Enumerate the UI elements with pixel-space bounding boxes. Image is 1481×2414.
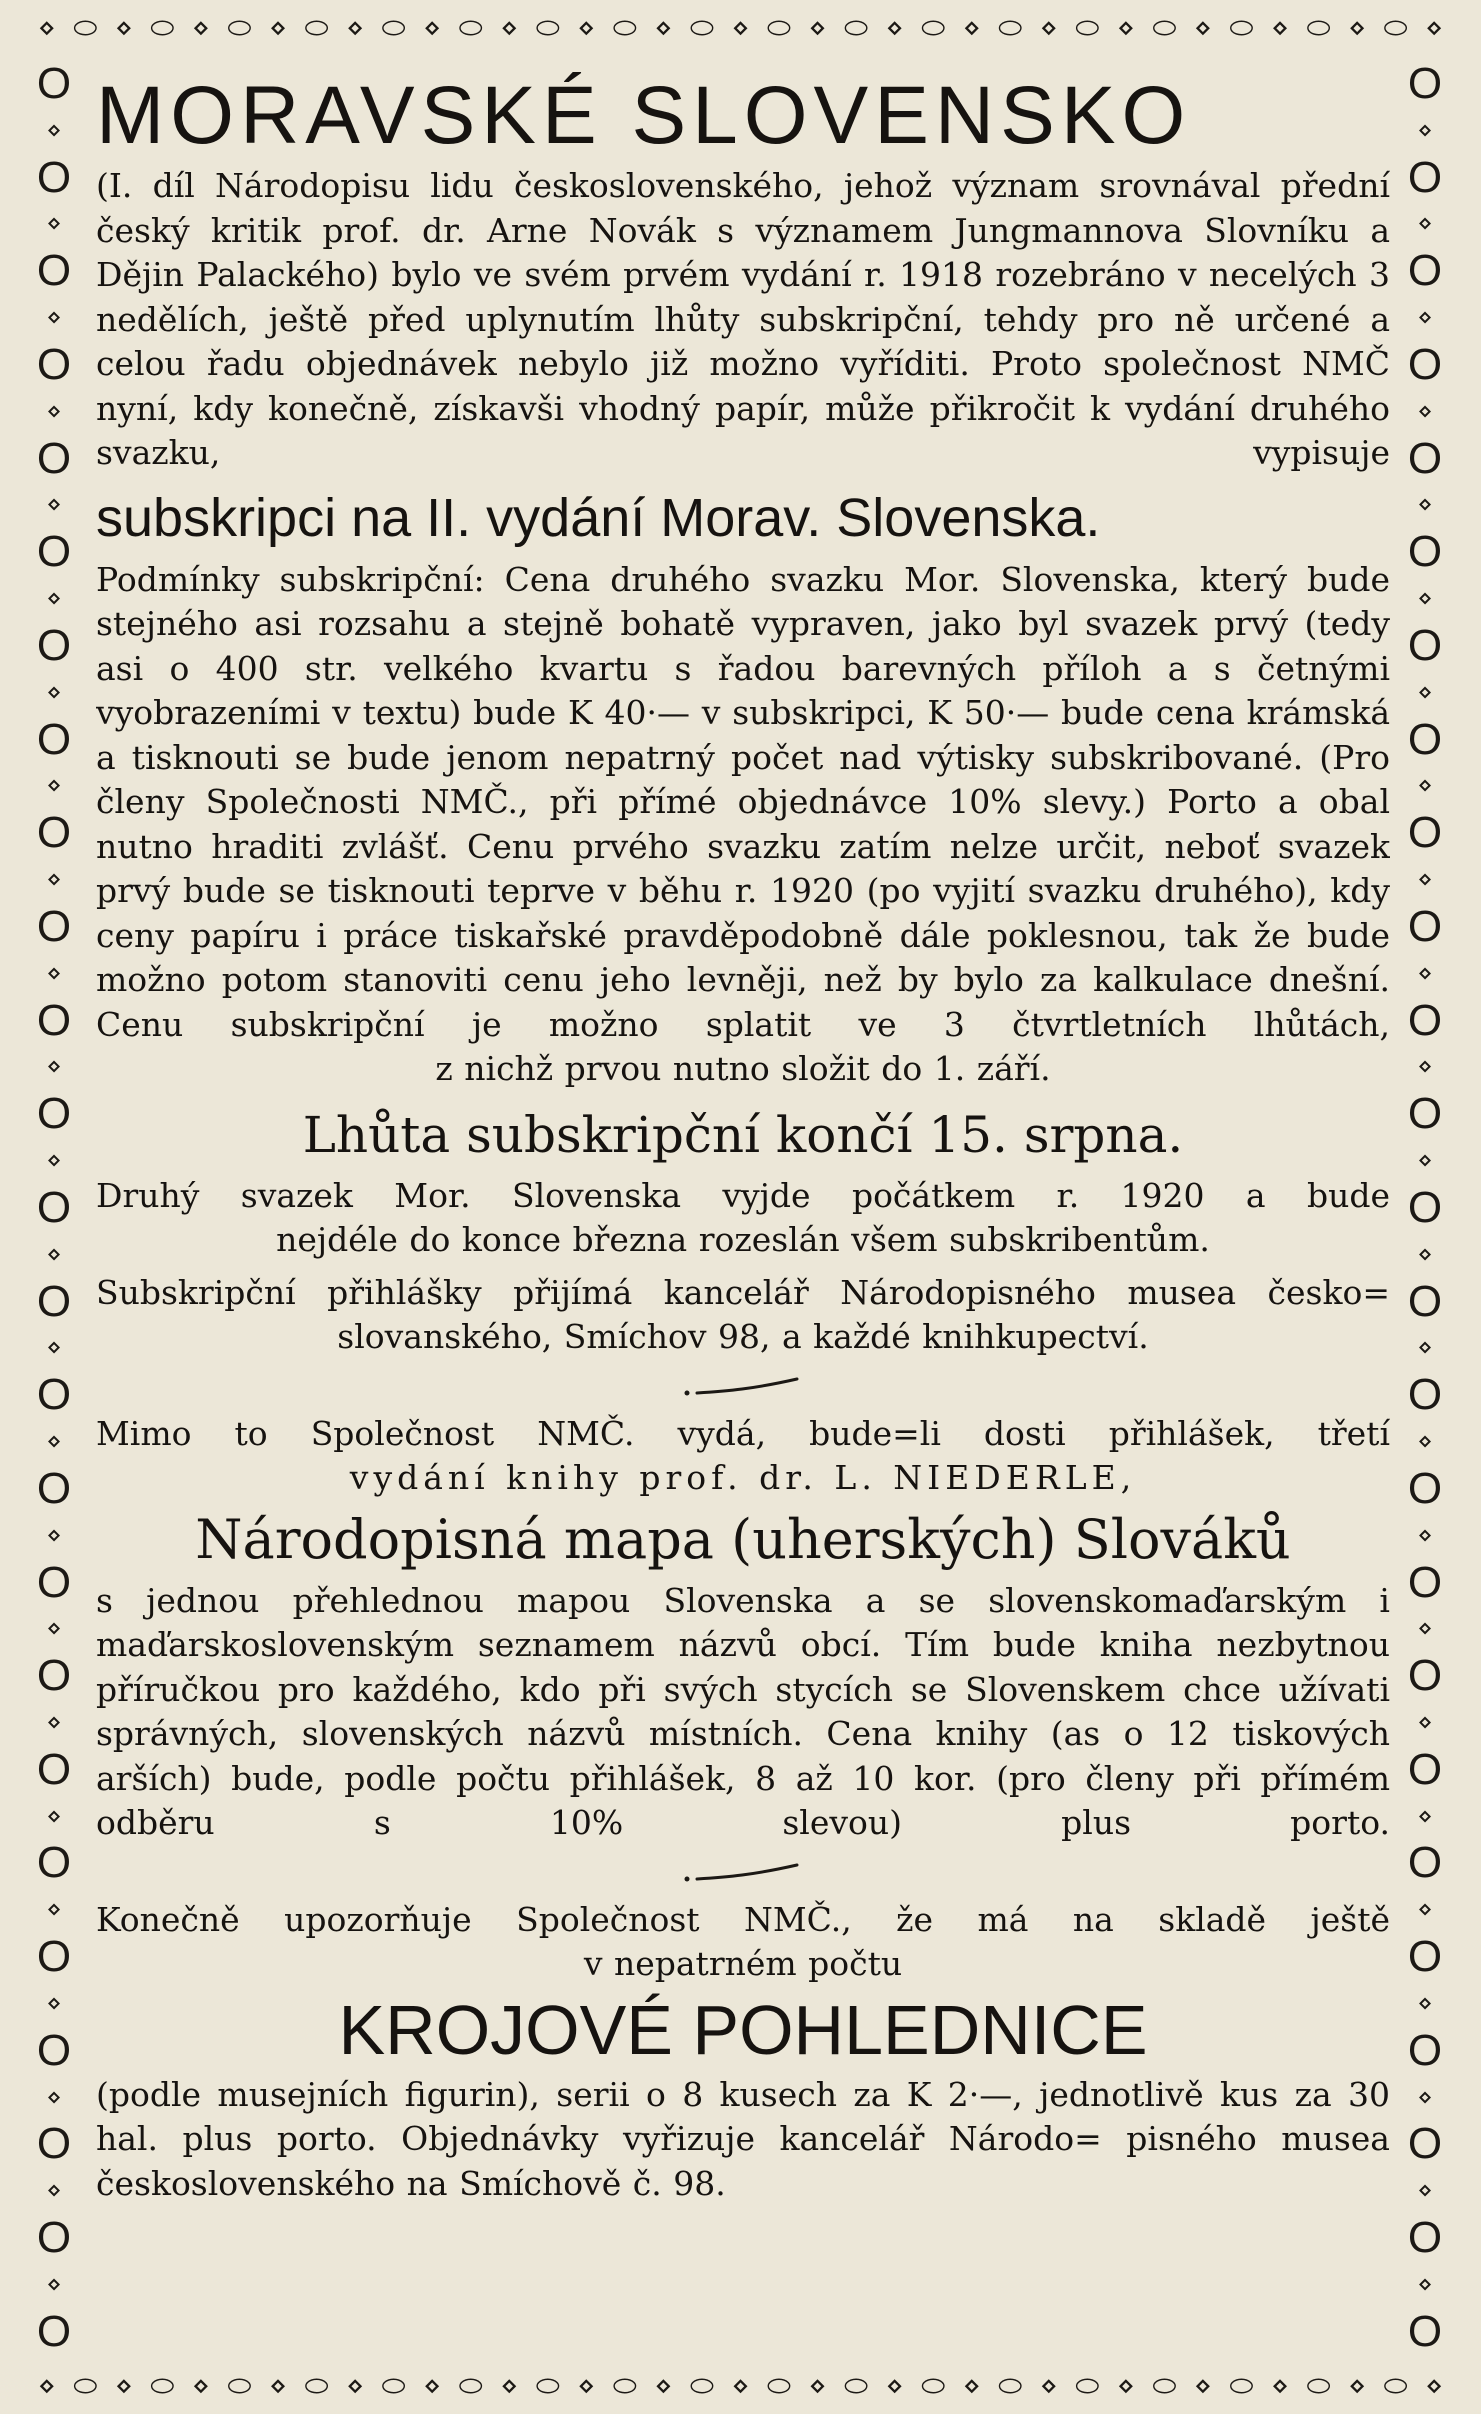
top-border-ornament <box>38 14 1443 42</box>
diamond-ornament-icon: ⋄ <box>577 14 596 42</box>
diamond-ornament-icon: ⋄ <box>1417 1896 1433 1924</box>
diamond-ornament-icon: ⋄ <box>346 14 364 42</box>
niederle-line-1: Mimo to Společnost NMČ. vydá, bude=li dosti přihlášek, třetí <box>96 1413 1390 1453</box>
subscription-deadline: Lhůta subskripční končí 15. srpna. <box>302 1105 1184 1164</box>
oval-ornament-icon: O <box>36 59 72 108</box>
oval-ornament-icon: O <box>36 246 72 296</box>
diamond-ornament-icon: ⋄ <box>1194 2372 1212 2400</box>
diamond-ornament-icon: ⋄ <box>46 585 62 613</box>
oval-ornament-icon: O <box>36 1932 72 1982</box>
oval-ornament-icon: ⬭ <box>227 2372 252 2400</box>
oval-ornament-icon: O <box>1407 152 1443 202</box>
diamond-ornament-icon: ⋄ <box>1417 397 1433 425</box>
diamond-ornament-icon: ⋄ <box>1417 959 1433 987</box>
oval-ornament-icon: O <box>1407 1276 1443 1326</box>
oval-ornament-icon: O <box>36 1744 72 1794</box>
diamond-ornament-icon: ⋄ <box>1417 1053 1433 1081</box>
diamond-ornament-icon: ⋄ <box>1348 14 1366 42</box>
oval-ornament-icon: O <box>1407 339 1443 389</box>
oval-ornament-icon: O <box>1407 433 1443 483</box>
oval-ornament-icon: ⬭ <box>921 14 946 42</box>
oval-ornament-icon: O <box>36 2213 72 2263</box>
oval-ornament-icon: O <box>1407 1089 1443 1139</box>
diamond-ornament-icon: ⋄ <box>46 1708 62 1736</box>
subscription-conditions: Podmínky subskripční: Cena druhého svazku Mor. Slovenska, který bude stejného asi rozsahu a stejně bohatě vypraven, jako byl svazek prvý (tedy asi o 400 str. velkého kvartu s řadou barevných příloh a s četnými vyobrazeními v textu) bude K 40·— v subskripci, K 50·— bude cena krámská a tisknouti se bude jenom nepatrný počet nad výtisky subskribované. (Pro členy Společnosti NMČ., při přímé objednávce 10% slevy.) Porto a obal nutno hraditi zvlášť. Cenu prvého svazku zatím nelze určit, neboť svazek prvý bude se tisknouti teprve v běhu r. 1920 (po vyjití svazku druhého), kdy ceny papíru i práce tiskařské pravděpodobně dále poklesnou, tak že bude možno potom stanoviti cenu jeho levněji, než by bylo za kalkulace dnešní. <box>96 559 1390 999</box>
oval-ornament-icon: ⬭ <box>767 2372 791 2400</box>
oval-ornament-icon: O <box>1407 1182 1443 1232</box>
diamond-ornament-icon: ⋄ <box>1425 2372 1443 2400</box>
diamond-ornament-icon: ⋄ <box>808 14 827 42</box>
oval-ornament-icon: O <box>36 1557 72 1607</box>
oval-ornament-icon: O <box>36 1089 72 1139</box>
diamond-ornament-icon: ⋄ <box>1417 772 1433 800</box>
oval-ornament-icon: O <box>1407 2306 1443 2356</box>
oval-ornament-icon: O <box>1407 620 1443 670</box>
map-book-title: Národopisná mapa (uherských) Slováků <box>195 1507 1291 1571</box>
diamond-ornament-icon: ⋄ <box>46 210 62 238</box>
diamond-ornament-icon: ⋄ <box>46 116 62 144</box>
oval-ornament-icon: ⬭ <box>612 14 637 42</box>
diamond-ornament-icon: ⋄ <box>46 1147 62 1175</box>
payment-line-2: z nichž prvou nutno složit do 1. září. <box>435 1049 1051 1088</box>
oval-ornament-icon: O <box>36 2306 72 2356</box>
oval-ornament-icon: ⬭ <box>844 14 869 42</box>
oval-ornament-icon: O <box>1407 1463 1443 1513</box>
oval-ornament-icon: O <box>1407 1557 1443 1607</box>
oval-ornament-icon: O <box>1407 1744 1443 1794</box>
diamond-ornament-icon: ⋄ <box>1271 2372 1289 2400</box>
niederle-line-2: vydání knihy prof. dr. L. NIEDERLE, <box>349 1458 1137 1497</box>
diamond-ornament-icon: ⋄ <box>1271 14 1289 42</box>
diamond-ornament-icon: ⋄ <box>46 772 62 800</box>
diamond-ornament-icon: ⋄ <box>192 14 210 42</box>
diamond-ornament-icon: ⋄ <box>577 2372 596 2400</box>
diamond-ornament-icon: ⋄ <box>1417 1989 1433 2017</box>
diamond-ornament-icon: ⋄ <box>346 2372 364 2400</box>
diamond-ornament-icon: ⋄ <box>1117 2372 1135 2400</box>
second-volume-line-2: nejdéle do konce března rozeslán všem subskribentům. <box>276 1220 1210 1259</box>
oval-ornament-icon: ⬭ <box>227 14 252 42</box>
flourish-divider-icon <box>673 1857 813 1887</box>
oval-ornament-icon: ⬭ <box>458 2372 483 2400</box>
oval-ornament-icon: O <box>36 152 72 202</box>
postcards-title: KROJOVÉ POHLEDNICE <box>338 1990 1148 2069</box>
diamond-ornament-icon: ⋄ <box>500 2372 518 2400</box>
diamond-ornament-icon: ⋄ <box>38 2372 56 2400</box>
oval-ornament-icon: O <box>1407 1651 1443 1701</box>
diamond-ornament-icon: ⋄ <box>885 14 904 42</box>
oval-ornament-icon: O <box>1407 1838 1443 1888</box>
oval-ornament-icon: O <box>36 620 72 670</box>
bottom-border-ornament <box>38 2372 1443 2400</box>
diamond-ornament-icon: ⋄ <box>46 1802 62 1830</box>
oval-ornament-icon: O <box>1407 246 1443 296</box>
oval-ornament-icon: O <box>36 1370 72 1420</box>
diamond-ornament-icon: ⋄ <box>500 14 518 42</box>
oval-ornament-icon: O <box>1407 2119 1443 2169</box>
diamond-ornament-icon: ⋄ <box>1417 210 1433 238</box>
diamond-ornament-icon: ⋄ <box>1417 2083 1433 2111</box>
oval-ornament-icon: ⬭ <box>150 2372 175 2400</box>
diamond-ornament-icon: ⋄ <box>962 2372 981 2400</box>
diamond-ornament-icon: ⋄ <box>46 2083 62 2111</box>
diamond-ornament-icon: ⋄ <box>1417 304 1433 332</box>
oval-ornament-icon: ⬭ <box>1383 14 1408 42</box>
oval-ornament-icon: O <box>36 1276 72 1326</box>
diamond-ornament-icon: ⋄ <box>46 1896 62 1924</box>
diamond-ornament-icon: ⋄ <box>269 2372 287 2400</box>
oval-ornament-icon: O <box>36 527 72 577</box>
oval-ornament-icon: ⬭ <box>304 14 329 42</box>
oval-ornament-icon: O <box>1407 714 1443 764</box>
diamond-ornament-icon: ⋄ <box>654 2372 673 2400</box>
oval-ornament-icon: ⬭ <box>1075 2372 1100 2400</box>
diamond-ornament-icon: ⋄ <box>1348 2372 1366 2400</box>
oval-ornament-icon: O <box>1407 808 1443 858</box>
oval-ornament-icon: ⬭ <box>921 2372 946 2400</box>
diamond-ornament-icon: ⋄ <box>46 678 62 706</box>
diamond-ornament-icon: ⋄ <box>1425 14 1443 42</box>
diamond-ornament-icon: ⋄ <box>654 14 673 42</box>
diamond-ornament-icon: ⋄ <box>423 2372 441 2400</box>
diamond-ornament-icon: ⋄ <box>1417 116 1433 144</box>
oval-ornament-icon: O <box>36 1651 72 1701</box>
diamond-ornament-icon: ⋄ <box>731 14 750 42</box>
diamond-ornament-icon: ⋄ <box>1417 866 1433 894</box>
diamond-ornament-icon: ⋄ <box>46 959 62 987</box>
oval-ornament-icon: O <box>36 901 72 951</box>
oval-ornament-icon: ⬭ <box>689 2372 714 2400</box>
oval-ornament-icon: ⬭ <box>1229 2372 1254 2400</box>
oval-ornament-icon: O <box>36 1182 72 1232</box>
diamond-ornament-icon: ⋄ <box>1040 14 1058 42</box>
subscription-heading: subskripci na II. vydání Morav. Slovenska. <box>96 487 1101 548</box>
diamond-ornament-icon: ⋄ <box>731 2372 750 2400</box>
oval-ornament-icon: O <box>1407 527 1443 577</box>
diamond-ornament-icon: ⋄ <box>423 14 441 42</box>
oval-ornament-icon: O <box>36 808 72 858</box>
oval-ornament-icon: ⬭ <box>381 14 406 42</box>
diamond-ornament-icon: ⋄ <box>115 14 133 42</box>
oval-ornament-icon: O <box>1407 1370 1443 1420</box>
oval-ornament-icon: ⬭ <box>535 2372 560 2400</box>
diamond-ornament-icon: ⋄ <box>1040 2372 1058 2400</box>
diamond-ornament-icon: ⋄ <box>1417 2270 1433 2298</box>
payment-line-1: Cenu subskripční je možno splatit ve 3 čtvrtletních lhůtách, <box>96 1004 1390 1044</box>
diamond-ornament-icon: ⋄ <box>1417 1615 1433 1643</box>
oval-ornament-icon: ⬭ <box>1306 14 1331 42</box>
oval-ornament-icon: ⬭ <box>1152 2372 1177 2400</box>
map-book-description: s jednou přehlednou mapou Slovenska a se slovenskomaďarským i maďarskoslovenským seznamem názvů obcí. Tím bude kniha nezbytnou příručkou pro každého, kdo při svých stycích se Slovenskem chce užívati správných, slovenských názvů místních. Cena knihy (as o 12 tiskových arších) bude, podle počtu přihlášek, 8 až 10 kor. (pro členy při přímém odběru s 10% slevou) plus porto. <box>96 1580 1390 1842</box>
diamond-ornament-icon: ⋄ <box>1417 1708 1433 1736</box>
oval-ornament-icon: ⬭ <box>1306 2372 1331 2400</box>
diamond-ornament-icon: ⋄ <box>46 1334 62 1362</box>
oval-ornament-icon: ⬭ <box>612 2372 637 2400</box>
diamond-ornament-icon: ⋄ <box>115 2372 133 2400</box>
postcards-description: (podle musejních figurin), serii o 8 kusech za K 2·—, jednotlivě kus za 30 hal. plus porto. Objednávky vyřizuje kancelář Národo= pisného musea československého na Smíchově č. 98. <box>96 2074 1390 2203</box>
oval-ornament-icon: ⬭ <box>844 2372 869 2400</box>
oval-ornament-icon: ⬭ <box>998 14 1023 42</box>
oval-ornament-icon: ⬭ <box>689 14 714 42</box>
diamond-ornament-icon: ⋄ <box>46 304 62 332</box>
diamond-ornament-icon: ⋄ <box>46 397 62 425</box>
right-border-ornament <box>1405 59 1445 2356</box>
diamond-ornament-icon: ⋄ <box>1417 1334 1433 1362</box>
oval-ornament-icon: ⬭ <box>1075 14 1100 42</box>
diamond-ornament-icon: ⋄ <box>1117 14 1135 42</box>
postcards-intro-line-2: v nepatrném počtu <box>583 1944 903 1983</box>
diamond-ornament-icon: ⋄ <box>962 14 981 42</box>
diamond-ornament-icon: ⋄ <box>46 866 62 894</box>
oval-ornament-icon: O <box>36 2119 72 2169</box>
oval-ornament-icon: ⬭ <box>73 14 98 42</box>
oval-ornament-icon: O <box>1407 995 1443 1045</box>
diamond-ornament-icon: ⋄ <box>1417 1147 1433 1175</box>
diamond-ornament-icon: ⋄ <box>46 1989 62 2017</box>
intro-paragraph: (I. díl Národopisu lidu československého, jehož význam srovnával přední český kritik prof. dr. Arne Novák s významem Jungmannova Slovníku a Dějin Palackého) bylo ve svém prvém vydání r. 1918 rozebráno v necelých 3 nedělích, ještě před uplynutím lhůty subskripční, tehdy pro ně určené a celou řadu objednávek nebylo již možno vyříditi. Proto společnost NMČ nyní, kdy konečně, získavši vhodný papír, může přikročit k vydání druhého svazku, vypisuje <box>96 166 1390 472</box>
diamond-ornament-icon: ⋄ <box>1417 2177 1433 2205</box>
advertisement-text <box>96 62 1390 2352</box>
oval-ornament-icon: O <box>36 995 72 1045</box>
left-border-ornament <box>34 59 74 2356</box>
diamond-ornament-icon: ⋄ <box>1417 585 1433 613</box>
main-title: MORAVSKÉ SLOVENSKO <box>96 70 1192 161</box>
diamond-ornament-icon: ⋄ <box>192 2372 210 2400</box>
diamond-ornament-icon: ⋄ <box>1417 491 1433 519</box>
oval-ornament-icon: O <box>36 339 72 389</box>
diamond-ornament-icon: ⋄ <box>46 2177 62 2205</box>
diamond-ornament-icon: ⋄ <box>46 1428 62 1456</box>
oval-ornament-icon: O <box>36 433 72 483</box>
flourish-divider-icon <box>673 1371 813 1401</box>
divider-flourish-1 <box>96 1360 1390 1412</box>
oval-ornament-icon: ⬭ <box>998 2372 1023 2400</box>
oval-ornament-icon: O <box>1407 2025 1443 2075</box>
oval-ornament-icon: ⬭ <box>1152 14 1177 42</box>
oval-ornament-icon: ⬭ <box>73 2372 98 2400</box>
diamond-ornament-icon: ⋄ <box>1194 14 1212 42</box>
diamond-ornament-icon: ⋄ <box>1417 1428 1433 1456</box>
postcards-intro-line-1: Konečně upozorňuje Společnost NMČ., že má na skladě ještě <box>96 1899 1390 1939</box>
diamond-ornament-icon: ⋄ <box>46 1615 62 1643</box>
diamond-ornament-icon: ⋄ <box>269 14 287 42</box>
oval-ornament-icon: O <box>1407 901 1443 951</box>
diamond-ornament-icon: ⋄ <box>1417 1240 1433 1268</box>
diamond-ornament-icon: ⋄ <box>46 1521 62 1549</box>
oval-ornament-icon: ⬭ <box>767 14 791 42</box>
diamond-ornament-icon: ⋄ <box>46 2270 62 2298</box>
oval-ornament-icon: ⬭ <box>304 2372 329 2400</box>
diamond-ornament-icon: ⋄ <box>885 2372 904 2400</box>
oval-ornament-icon: ⬭ <box>458 14 483 42</box>
oval-ornament-icon: O <box>36 714 72 764</box>
oval-ornament-icon: O <box>36 1463 72 1513</box>
applications-line-2: slovanského, Smíchov 98, a každé knihkupectví. <box>337 1317 1149 1356</box>
diamond-ornament-icon: ⋄ <box>808 2372 827 2400</box>
diamond-ornament-icon: ⋄ <box>38 14 56 42</box>
oval-ornament-icon: ⬭ <box>535 14 560 42</box>
oval-ornament-icon: ⬭ <box>150 14 175 42</box>
oval-ornament-icon: O <box>1407 1932 1443 1982</box>
oval-ornament-icon: O <box>1407 2213 1443 2263</box>
diamond-ornament-icon: ⋄ <box>1417 1802 1433 1830</box>
oval-ornament-icon: O <box>36 1838 72 1888</box>
diamond-ornament-icon: ⋄ <box>1417 678 1433 706</box>
oval-ornament-icon: O <box>36 2025 72 2075</box>
oval-ornament-icon: ⬭ <box>1383 2372 1408 2400</box>
diamond-ornament-icon: ⋄ <box>1417 1521 1433 1549</box>
applications-line-1: Subskripční přihlášky přijímá kancelář Národopisného musea česko= <box>96 1272 1390 1312</box>
diamond-ornament-icon: ⋄ <box>46 1240 62 1268</box>
oval-ornament-icon: O <box>1407 59 1443 108</box>
second-volume-line-1: Druhý svazek Mor. Slovenska vyjde počátkem r. 1920 a bude <box>96 1175 1390 1215</box>
oval-ornament-icon: ⬭ <box>381 2372 406 2400</box>
divider-flourish-2 <box>96 1846 1390 1898</box>
oval-ornament-icon: ⬭ <box>1229 14 1254 42</box>
diamond-ornament-icon: ⋄ <box>46 491 62 519</box>
diamond-ornament-icon: ⋄ <box>46 1053 62 1081</box>
